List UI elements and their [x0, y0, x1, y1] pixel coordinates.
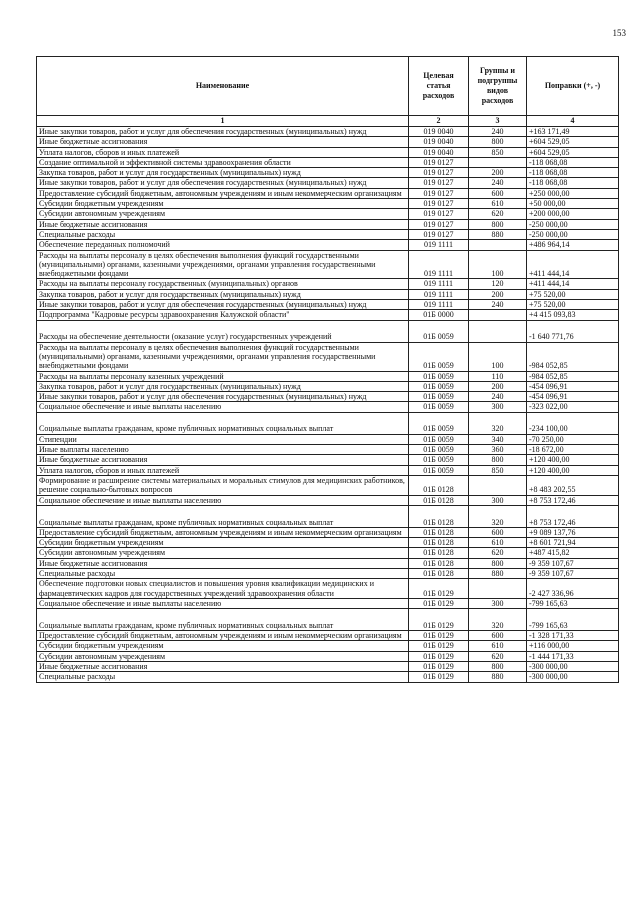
- row-target-code: 019 0040: [409, 147, 469, 157]
- table-row: [37, 381, 619, 391]
- row-amount: -323 022,00: [527, 402, 619, 412]
- row-group-code: 600: [469, 631, 527, 641]
- column-number: 3: [469, 116, 527, 127]
- table-row: [37, 250, 619, 279]
- row-group-code: 320: [469, 505, 527, 527]
- row-target-code: 019 1111: [409, 279, 469, 289]
- row-name: Расходы на выплаты персоналу казенных учреждений: [37, 371, 409, 381]
- table-row: [37, 157, 619, 167]
- row-amount: -1 640 771,76: [527, 320, 619, 342]
- row-target-code: 01Б 0059: [409, 320, 469, 342]
- row-group-code: [469, 240, 527, 250]
- row-name: Социальные выплаты гражданам, кроме публичных нормативных социальных выплат: [37, 505, 409, 527]
- row-target-code: 01Б 0059: [409, 412, 469, 434]
- row-group-code: 800: [469, 558, 527, 568]
- row-group-code: 610: [469, 641, 527, 651]
- table-row: [37, 300, 619, 310]
- table-row: [37, 651, 619, 661]
- row-group-code: 200: [469, 381, 527, 391]
- row-target-code: 01Б 0059: [409, 342, 469, 371]
- row-amount: -1 328 171,33: [527, 631, 619, 641]
- row-group-code: 620: [469, 209, 527, 219]
- row-group-code: 610: [469, 538, 527, 548]
- row-target-code: 01Б 0059: [409, 402, 469, 412]
- row-group-code: 300: [469, 402, 527, 412]
- row-amount: -300 000,00: [527, 672, 619, 682]
- row-amount: +50 000,00: [527, 199, 619, 209]
- row-name: Уплата налогов, сборов и иных платежей: [37, 147, 409, 157]
- row-group-code: 120: [469, 279, 527, 289]
- row-target-code: 01Б 0128: [409, 527, 469, 537]
- table-row: [37, 168, 619, 178]
- row-target-code: 01Б 0059: [409, 465, 469, 475]
- row-amount: -454 096,91: [527, 381, 619, 391]
- row-name: Формирование и расширение системы материальных и моральных стимулов для медицинских работников, решение социально-бытовых вопросов: [37, 475, 409, 495]
- row-amount: +75 520,00: [527, 300, 619, 310]
- row-name: Создание оптимальной и эффективной системы здравоохранения области: [37, 157, 409, 167]
- table-row: [37, 445, 619, 455]
- row-target-code: 01Б 0059: [409, 455, 469, 465]
- row-target-code: 019 0127: [409, 157, 469, 167]
- row-amount: -250 000,00: [527, 229, 619, 239]
- row-amount: -118 068,08: [527, 157, 619, 167]
- row-target-code: 01Б 0000: [409, 310, 469, 320]
- row-name: Иные закупки товаров, работ и услуг для обеспечения государственных (муниципальных) нужд: [37, 178, 409, 188]
- row-target-code: 01Б 0128: [409, 538, 469, 548]
- row-name: Иные бюджетные ассигнования: [37, 219, 409, 229]
- row-amount: -118 068,08: [527, 168, 619, 178]
- row-group-code: [469, 475, 527, 495]
- table-row: [37, 199, 619, 209]
- table-row: [37, 495, 619, 505]
- table-row: [37, 579, 619, 599]
- row-target-code: 01Б 0128: [409, 558, 469, 568]
- row-group-code: 240: [469, 178, 527, 188]
- header-target-article: Целевая статья расходов: [409, 57, 469, 116]
- row-amount: +120 400,00: [527, 455, 619, 465]
- row-amount: +8 483 202,55: [527, 475, 619, 495]
- row-target-code: 019 0127: [409, 209, 469, 219]
- table-row: [37, 209, 619, 219]
- table-row: [37, 219, 619, 229]
- budget-amendments-table: [36, 56, 619, 683]
- row-target-code: 01Б 0059: [409, 381, 469, 391]
- row-name: Закупка товаров, работ и услуг для государственных (муниципальных) нужд: [37, 168, 409, 178]
- row-amount: +120 400,00: [527, 465, 619, 475]
- row-group-code: 300: [469, 495, 527, 505]
- row-amount: +250 000,00: [527, 188, 619, 198]
- table-row: [37, 527, 619, 537]
- row-group-code: 110: [469, 371, 527, 381]
- row-amount: +604 529,05: [527, 137, 619, 147]
- row-group-code: 200: [469, 289, 527, 299]
- row-amount: -2 427 336,96: [527, 579, 619, 599]
- column-number: 4: [527, 116, 619, 127]
- table-row: [37, 310, 619, 320]
- row-target-code: 01Б 0059: [409, 434, 469, 444]
- row-name: Иные бюджетные ассигнования: [37, 662, 409, 672]
- row-target-code: 01Б 0059: [409, 371, 469, 381]
- row-name: Субсидии автономным учреждениям: [37, 548, 409, 558]
- row-name: Специальные расходы: [37, 672, 409, 682]
- table-row: [37, 289, 619, 299]
- row-name: Социальные выплаты гражданам, кроме публичных нормативных социальных выплат: [37, 412, 409, 434]
- row-name: Обеспечение подготовки новых специалистов и повышения уровня квалификации медицинских и фармацевтических кадров для государственных учреждений здравоохранения области: [37, 579, 409, 599]
- row-name: Специальные расходы: [37, 568, 409, 578]
- table-row: [37, 455, 619, 465]
- header-name: Наименование: [37, 57, 409, 116]
- row-group-code: 610: [469, 199, 527, 209]
- row-name: Иные выплаты населению: [37, 445, 409, 455]
- row-target-code: 01Б 0128: [409, 475, 469, 495]
- table-body: [37, 127, 619, 683]
- row-group-code: 880: [469, 568, 527, 578]
- row-amount: +8 753 172,46: [527, 495, 619, 505]
- table-row: [37, 137, 619, 147]
- row-amount: -18 672,00: [527, 445, 619, 455]
- row-group-code: [469, 310, 527, 320]
- row-amount: -9 359 107,67: [527, 568, 619, 578]
- row-target-code: 019 0127: [409, 188, 469, 198]
- table-row: [37, 598, 619, 608]
- row-amount: +8 601 721,94: [527, 538, 619, 548]
- row-target-code: 01Б 0128: [409, 505, 469, 527]
- table-row: [37, 631, 619, 641]
- row-name: Иные закупки товаров, работ и услуг для обеспечения государственных (муниципальных) нужд: [37, 392, 409, 402]
- row-amount: -9 359 107,67: [527, 558, 619, 568]
- row-name: Предоставление субсидий бюджетным, автономным учреждениям и иным некоммерческим организациям: [37, 527, 409, 537]
- row-target-code: 01Б 0129: [409, 631, 469, 641]
- table-row: [37, 641, 619, 651]
- row-name: Уплата налогов, сборов и иных платежей: [37, 465, 409, 475]
- row-group-code: 200: [469, 168, 527, 178]
- row-target-code: 01Б 0059: [409, 392, 469, 402]
- row-group-code: 850: [469, 465, 527, 475]
- header-expense-groups: Группы и подгруппы видов расходов: [469, 57, 527, 116]
- row-amount: +116 000,00: [527, 641, 619, 651]
- row-name: Иные бюджетные ассигнования: [37, 455, 409, 465]
- table-row: [37, 371, 619, 381]
- table-row: [37, 178, 619, 188]
- row-group-code: 800: [469, 137, 527, 147]
- row-name: Субсидии автономным учреждениям: [37, 651, 409, 661]
- row-amount: +75 520,00: [527, 289, 619, 299]
- table-row: [37, 342, 619, 371]
- row-amount: -300 000,00: [527, 662, 619, 672]
- row-group-code: 320: [469, 412, 527, 434]
- row-amount: -250 000,00: [527, 219, 619, 229]
- page-number: 153: [612, 28, 626, 38]
- row-target-code: 019 0040: [409, 137, 469, 147]
- row-group-code: 360: [469, 445, 527, 455]
- table-row: [37, 609, 619, 631]
- row-amount: -1 444 171,33: [527, 651, 619, 661]
- row-amount: -984 052,85: [527, 371, 619, 381]
- table-row: [37, 538, 619, 548]
- row-target-code: 01Б 0128: [409, 495, 469, 505]
- row-name: Субсидии бюджетным учреждениям: [37, 199, 409, 209]
- row-name: Социальные выплаты гражданам, кроме публичных нормативных социальных выплат: [37, 609, 409, 631]
- table-row: [37, 558, 619, 568]
- row-name: Расходы на выплаты персоналу в целях обеспечения выполнения функций государственными (муниципальными) органами, казенными учреждениями, органами управления государственными внебюджетными фондами: [37, 342, 409, 371]
- row-amount: -454 096,91: [527, 392, 619, 402]
- row-group-code: 800: [469, 455, 527, 465]
- row-group-code: 880: [469, 672, 527, 682]
- table-row: [37, 188, 619, 198]
- row-amount: +4 415 093,83: [527, 310, 619, 320]
- row-name: Иные бюджетные ассигнования: [37, 558, 409, 568]
- row-amount: +163 171,49: [527, 127, 619, 137]
- table-row: [37, 505, 619, 527]
- table-row: [37, 412, 619, 434]
- row-target-code: 01Б 0129: [409, 609, 469, 631]
- row-group-code: 600: [469, 527, 527, 537]
- row-name: Обеспечение переданных полномочий: [37, 240, 409, 250]
- row-group-code: 100: [469, 250, 527, 279]
- row-target-code: 01Б 0129: [409, 672, 469, 682]
- row-group-code: 320: [469, 609, 527, 631]
- row-target-code: 01Б 0129: [409, 662, 469, 672]
- row-name: Субсидии бюджетным учреждениям: [37, 641, 409, 651]
- row-group-code: [469, 320, 527, 342]
- row-target-code: 01Б 0129: [409, 598, 469, 608]
- row-amount: -70 250,00: [527, 434, 619, 444]
- row-target-code: 019 1111: [409, 300, 469, 310]
- row-amount: +411 444,14: [527, 279, 619, 289]
- row-name: Расходы на выплаты персоналу в целях обеспечения выполнения функций государственными (муниципальными) органами, казенными учреждениями, органами управления государственными внебюджетными фондами: [37, 250, 409, 279]
- row-target-code: 01Б 0059: [409, 445, 469, 455]
- row-target-code: 019 1111: [409, 240, 469, 250]
- table-row: [37, 279, 619, 289]
- row-name: Социальное обеспечение и иные выплаты населению: [37, 598, 409, 608]
- row-name: Подпрограмма "Кадровые ресурсы здравоохранения Калужской области": [37, 310, 409, 320]
- row-group-code: 300: [469, 598, 527, 608]
- row-target-code: 01Б 0129: [409, 579, 469, 599]
- row-amount: -799 165,63: [527, 609, 619, 631]
- row-amount: +486 964,14: [527, 240, 619, 250]
- row-target-code: 019 0127: [409, 219, 469, 229]
- row-name: Предоставление субсидий бюджетным, автономным учреждениям и иным некоммерческим организациям: [37, 631, 409, 641]
- row-group-code: 240: [469, 300, 527, 310]
- row-amount: -984 052,85: [527, 342, 619, 371]
- row-target-code: 01Б 0128: [409, 568, 469, 578]
- header-amendments: Поправки (+, -): [527, 57, 619, 116]
- row-group-code: [469, 157, 527, 167]
- row-name: Субсидии бюджетным учреждениям: [37, 538, 409, 548]
- table-row: [37, 402, 619, 412]
- row-amount: +487 415,82: [527, 548, 619, 558]
- row-target-code: 019 0127: [409, 199, 469, 209]
- row-target-code: 019 0127: [409, 178, 469, 188]
- row-amount: +604 529,05: [527, 147, 619, 157]
- row-name: Субсидии автономным учреждениям: [37, 209, 409, 219]
- row-name: Закупка товаров, работ и услуг для государственных (муниципальных) нужд: [37, 289, 409, 299]
- row-group-code: 850: [469, 147, 527, 157]
- column-number-row: [37, 116, 619, 127]
- row-group-code: 100: [469, 342, 527, 371]
- table-row: [37, 392, 619, 402]
- table-row: [37, 548, 619, 558]
- table-row: [37, 662, 619, 672]
- row-amount: -234 100,00: [527, 412, 619, 434]
- row-group-code: 240: [469, 392, 527, 402]
- column-number: 1: [37, 116, 409, 127]
- table-row: [37, 240, 619, 250]
- row-target-code: 019 0127: [409, 229, 469, 239]
- row-name: Иные закупки товаров, работ и услуг для обеспечения государственных (муниципальных) нужд: [37, 127, 409, 137]
- table-header-row: [37, 57, 619, 116]
- column-number: 2: [409, 116, 469, 127]
- row-name: Иные закупки товаров, работ и услуг для обеспечения государственных (муниципальных) нужд: [37, 300, 409, 310]
- row-group-code: [469, 579, 527, 599]
- row-amount: -799 165,63: [527, 598, 619, 608]
- row-group-code: 620: [469, 548, 527, 558]
- row-target-code: 019 1111: [409, 250, 469, 279]
- row-name: Предоставление субсидий бюджетным, автономным учреждениям и иным некоммерческим организациям: [37, 188, 409, 198]
- row-group-code: 340: [469, 434, 527, 444]
- table-row: [37, 672, 619, 682]
- row-group-code: 880: [469, 229, 527, 239]
- table-row: [37, 229, 619, 239]
- row-target-code: 019 1111: [409, 289, 469, 299]
- row-amount: +8 753 172,46: [527, 505, 619, 527]
- row-name: Расходы на выплаты персоналу государственных (муниципальных) органов: [37, 279, 409, 289]
- row-group-code: 620: [469, 651, 527, 661]
- row-name: Социальное обеспечение и иные выплаты населению: [37, 402, 409, 412]
- row-group-code: 800: [469, 662, 527, 672]
- row-group-code: 800: [469, 219, 527, 229]
- row-amount: -118 068,08: [527, 178, 619, 188]
- row-name: Социальное обеспечение и иные выплаты населению: [37, 495, 409, 505]
- table-row: [37, 147, 619, 157]
- table-row: [37, 320, 619, 342]
- row-group-code: 600: [469, 188, 527, 198]
- row-group-code: 240: [469, 127, 527, 137]
- table-row: [37, 465, 619, 475]
- table-row: [37, 434, 619, 444]
- row-name: Специальные расходы: [37, 229, 409, 239]
- row-target-code: 01Б 0129: [409, 641, 469, 651]
- row-amount: +200 000,00: [527, 209, 619, 219]
- row-target-code: 019 0127: [409, 168, 469, 178]
- row-target-code: 019 0040: [409, 127, 469, 137]
- table-row: [37, 568, 619, 578]
- table-row: [37, 127, 619, 137]
- row-target-code: 01Б 0129: [409, 651, 469, 661]
- row-target-code: 01Б 0128: [409, 548, 469, 558]
- row-name: Иные бюджетные ассигнования: [37, 137, 409, 147]
- row-amount: +411 444,14: [527, 250, 619, 279]
- row-name: Закупка товаров, работ и услуг для государственных (муниципальных) нужд: [37, 381, 409, 391]
- row-name: Расходы на обеспечение деятельности (оказание услуг) государственных учреждений: [37, 320, 409, 342]
- table-row: [37, 475, 619, 495]
- row-name: Стипендии: [37, 434, 409, 444]
- row-amount: +9 089 137,76: [527, 527, 619, 537]
